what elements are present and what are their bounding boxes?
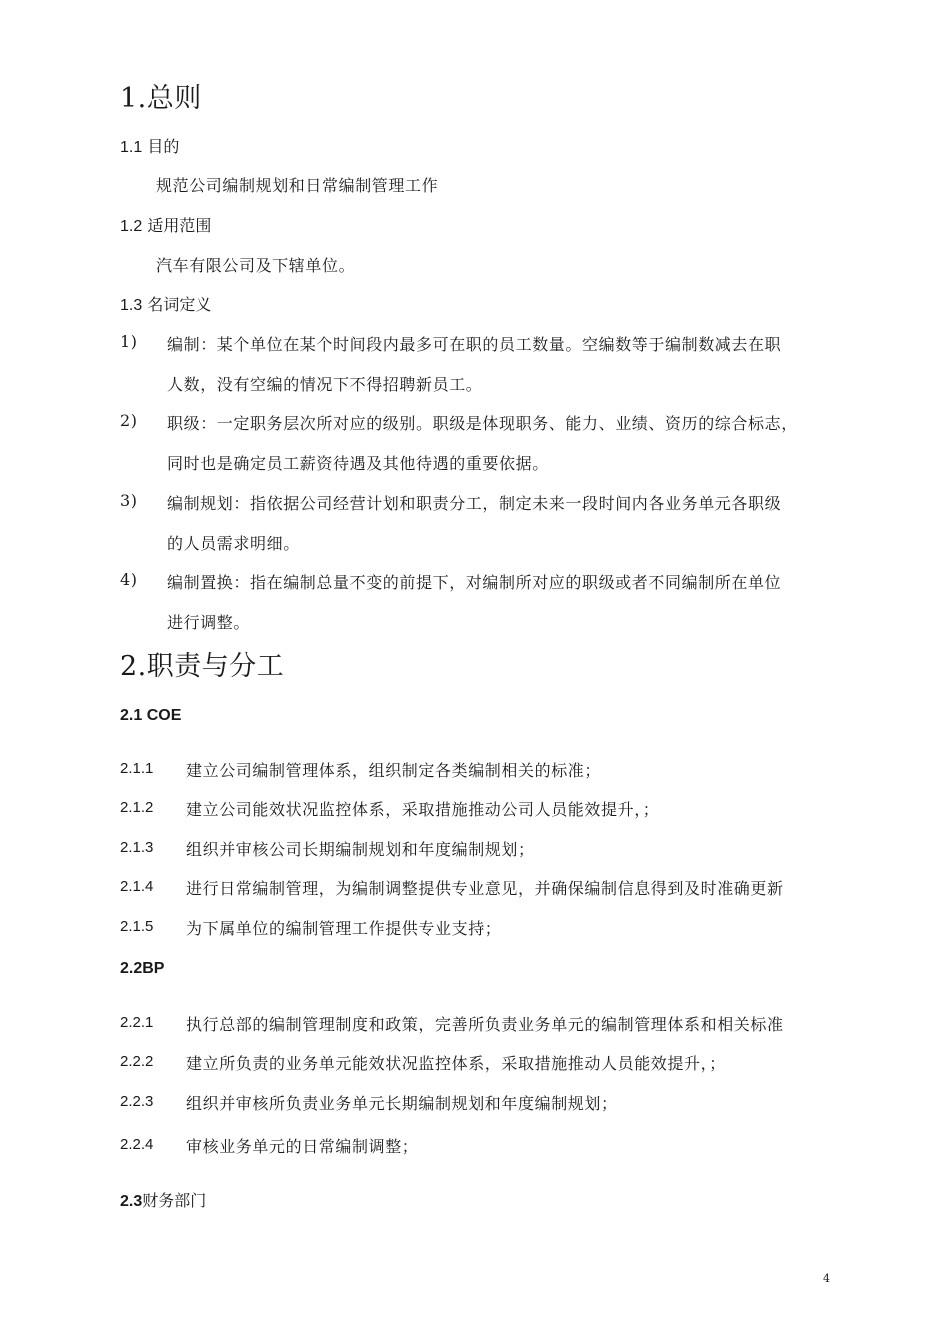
item-2-1-3-number: 2.1.3 bbox=[120, 839, 154, 856]
item-2-2-4-text: 审核业务单元的日常编制调整； bbox=[186, 1137, 419, 1156]
item-2-1-4-text: 进行日常编制管理，为编制调整提供专业意见，并确保编制信息得到及时准确更新 bbox=[186, 879, 784, 898]
section-1-1-heading bbox=[120, 134, 179, 157]
section-1-3-number: 1.3 bbox=[120, 297, 143, 314]
definition-3-line-2: 的人员需求明细。 bbox=[167, 534, 300, 553]
section-2-1-heading: 2.1 COE bbox=[120, 707, 182, 724]
section-1-1-number: 1.1 bbox=[120, 139, 143, 156]
section-2-title: 2.职责与分工 bbox=[120, 651, 285, 682]
item-2-1-1-number: 2.1.1 bbox=[120, 760, 154, 777]
definition-2-line-1: 职级：一定职务层次所对应的级别。职级是体现职务、能力、业绩、资历的综合标志， bbox=[167, 414, 798, 433]
item-2-2-1-number: 2.2.1 bbox=[120, 1014, 154, 1031]
definition-1-marker: 1) bbox=[120, 332, 138, 351]
item-2-1-2-number: 2.1.2 bbox=[120, 799, 154, 816]
section-1-2-heading bbox=[120, 213, 211, 236]
definition-2-marker: 2) bbox=[120, 411, 138, 430]
definition-2-line-2: 同时也是确定员工薪资待遇及其他待遇的重要依据。 bbox=[167, 454, 549, 473]
item-2-2-1-text: 执行总部的编制管理制度和政策，完善所负责业务单元的编制管理体系和相关标准 bbox=[186, 1015, 784, 1034]
definition-4-marker: 4) bbox=[120, 570, 138, 589]
item-2-1-1-text: 建立公司编制管理体系，组织制定各类编制相关的标准； bbox=[186, 761, 602, 780]
definition-1-line-2: 人数，没有空编的情况下不得招聘新员工。 bbox=[167, 375, 483, 394]
section-2-3-number: 2.3 bbox=[120, 1193, 143, 1210]
definition-4-line-2: 进行调整。 bbox=[167, 613, 251, 632]
section-1-1-title: 目的 bbox=[147, 137, 180, 156]
section-2-3-heading bbox=[120, 1188, 206, 1211]
item-2-2-2-number: 2.2.2 bbox=[120, 1053, 154, 1070]
section-1-2-number: 1.2 bbox=[120, 218, 143, 235]
section-1-title: 1.总则 bbox=[120, 83, 202, 114]
section-2-3-title: 财务部门 bbox=[142, 1191, 207, 1210]
item-2-2-3-text: 组织并审核所负责业务单元长期编制规划和年度编制规划； bbox=[186, 1094, 618, 1113]
item-2-1-5-text: 为下属单位的编制管理工作提供专业支持； bbox=[186, 919, 502, 938]
definition-3-line-1: 编制规划：指依据公司经营计划和职责分工，制定未来一段时间内各业务单元各职级 bbox=[167, 494, 782, 513]
item-2-2-2-text: 建立所负责的业务单元能效状况监控体系，采取措施推动人员能效提升，； bbox=[186, 1054, 726, 1073]
definition-4-line-1: 编制置换：指在编制总量不变的前提下，对编制所对应的职级或者不同编制所在单位 bbox=[167, 573, 782, 592]
item-2-1-3-text: 组织并审核公司长期编制规划和年度编制规划； bbox=[186, 840, 535, 859]
definition-1-line-1: 编制：某个单位在某个时间段内最多可在职的员工数量。空编数等于编制数减去在职 bbox=[167, 335, 782, 354]
section-1-2-title: 适用范围 bbox=[147, 216, 212, 235]
item-2-2-4-number: 2.2.4 bbox=[120, 1136, 154, 1153]
definition-3-marker: 3) bbox=[120, 491, 138, 510]
item-2-2-3-number: 2.2.3 bbox=[120, 1093, 154, 1110]
item-2-1-2-text: 建立公司能效状况监控体系，采取措施推动公司人员能效提升，； bbox=[186, 800, 660, 819]
section-1-3-title: 名词定义 bbox=[147, 295, 212, 314]
section-2-2-heading: 2.2BP bbox=[120, 960, 165, 977]
section-1-2-text: 汽车有限公司及下辖单位。 bbox=[156, 256, 356, 275]
section-1-1-text: 规范公司编制规划和日常编制管理工作 bbox=[156, 176, 439, 195]
page-number: 4 bbox=[823, 1272, 830, 1285]
item-2-1-4-number: 2.1.4 bbox=[120, 878, 154, 895]
item-2-1-5-number: 2.1.5 bbox=[120, 918, 154, 935]
section-1-3-heading bbox=[120, 292, 211, 315]
